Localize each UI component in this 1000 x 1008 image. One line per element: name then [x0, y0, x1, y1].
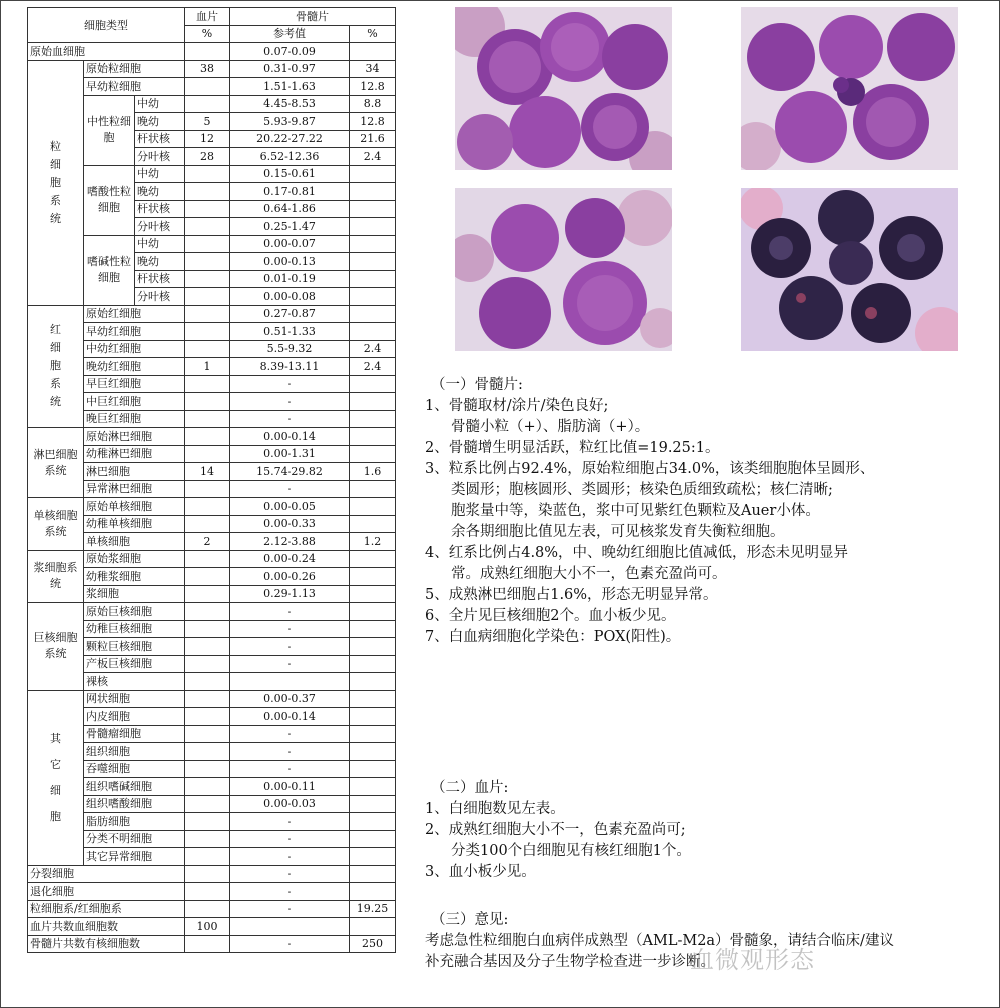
row-label: 中幼 [135, 165, 185, 183]
table-row [28, 375, 396, 393]
header-marrow-pct: % [350, 25, 396, 43]
row-label: 杆状核 [135, 130, 185, 148]
blood-value [185, 43, 230, 61]
marrow-value: 2.4 [350, 148, 396, 166]
note-line: 2、骨髓增生明显活跃，粒红比值=19.25:1。 [425, 440, 720, 456]
table-row [28, 778, 396, 796]
marrow-value [350, 43, 396, 61]
table-row [28, 463, 396, 481]
row-label: 早幼红细胞 [84, 323, 185, 341]
table-row [28, 323, 396, 341]
header-marrow: 骨髓片 [230, 8, 396, 26]
ref-value: 0.25-1.47 [230, 218, 350, 236]
note-line: 3、血小板少见。 [425, 864, 536, 880]
note-line: 4、红系比例占4.8%，中、晚幼红细胞比值减低，形态未见明显异 [425, 545, 849, 561]
ref-value: 8.39-13.11 [230, 358, 350, 376]
row-label: 骨髓瘤细胞 [84, 725, 185, 743]
marrow-value: 250 [350, 935, 396, 953]
ref-value: - [230, 620, 350, 638]
marrow-value: 1.6 [350, 463, 396, 481]
ref-value: 5.5-9.32 [230, 340, 350, 358]
ref-value: - [230, 603, 350, 621]
group-label-eosinophil: 嗜酸性粒细胞 [84, 165, 135, 235]
cell-count-table [27, 7, 396, 953]
row-label: 幼稚淋巴细胞 [84, 445, 185, 463]
blood-value: 12 [185, 130, 230, 148]
table-row [28, 708, 396, 726]
marrow-value: 2.4 [350, 340, 396, 358]
note-line: 考虑急性粒细胞白血病伴成熟型（AML-M2a）骨髓象，请结合临床/建议 [425, 933, 894, 949]
table-row [28, 725, 396, 743]
row-label: 幼稚单核细胞 [84, 515, 185, 533]
table-row [28, 498, 396, 516]
table-row [28, 603, 396, 621]
marrow-notes [425, 375, 874, 648]
blood-value: 28 [185, 148, 230, 166]
row-label: 脂肪细胞 [84, 813, 185, 831]
table-row [28, 918, 396, 936]
table-row [28, 620, 396, 638]
row-label: 异常淋巴细胞 [84, 480, 185, 498]
table-row [28, 585, 396, 603]
row-label: 内皮细胞 [84, 708, 185, 726]
row-label: 产板巨核细胞 [84, 655, 185, 673]
micrograph-1 [455, 7, 672, 170]
blood-value: 5 [185, 113, 230, 131]
row-label: 幼稚浆细胞 [84, 568, 185, 586]
row-label: 分叶核 [135, 218, 185, 236]
system-label-megakaryocyte: 巨核细胞系统 [28, 603, 84, 691]
row-label: 组织嗜碱细胞 [84, 778, 185, 796]
ref-value: 0.00-0.07 [230, 235, 350, 253]
table-row [28, 165, 396, 183]
ref-value: 15.74-29.82 [230, 463, 350, 481]
ref-value: 0.64-1.86 [230, 200, 350, 218]
ref-value: 0.00-0.26 [230, 568, 350, 586]
ref-value: 20.22-27.22 [230, 130, 350, 148]
ref-value: 0.31-0.97 [230, 60, 350, 78]
table-row [28, 515, 396, 533]
header-cell-type: 细胞类型 [28, 8, 185, 43]
ref-value: 0.01-0.19 [230, 270, 350, 288]
row-label: 原始单核细胞 [84, 498, 185, 516]
table-row [28, 743, 396, 761]
ref-value: 0.51-1.33 [230, 323, 350, 341]
table-row [28, 428, 396, 446]
ref-value: 0.17-0.81 [230, 183, 350, 201]
ref-value: 4.45-8.53 [230, 95, 350, 113]
ref-value: 0.00-0.14 [230, 428, 350, 446]
micrograph-4-pox [741, 188, 958, 351]
table-row [28, 673, 396, 691]
table-row [28, 935, 396, 953]
table-row [28, 393, 396, 411]
table-row [28, 95, 396, 113]
row-label: 组织嗜酸细胞 [84, 795, 185, 813]
marrow-value: 8.8 [350, 95, 396, 113]
header-blood: 血片 [185, 8, 230, 26]
row-label: 分叶核 [135, 288, 185, 306]
row-label: 杆状核 [135, 270, 185, 288]
group-label-basophil: 嗜碱性粒细胞 [84, 235, 135, 305]
row-label: 原始血细胞 [28, 43, 185, 61]
ref-value: 0.00-0.33 [230, 515, 350, 533]
system-label-lymphocyte: 淋巴细胞系统 [28, 428, 84, 498]
note-line: 7、白血病细胞化学染色：POX(阳性)。 [425, 629, 681, 645]
note-line: 余各期细胞比值见左表，可见核浆发育失衡粒细胞。 [451, 524, 785, 540]
marrow-value: 21.6 [350, 130, 396, 148]
system-label-monocyte: 单核细胞系统 [28, 498, 84, 551]
ref-value: 0.00-0.24 [230, 550, 350, 568]
ref-value: 0.00-0.08 [230, 288, 350, 306]
row-label: 晚幼 [135, 183, 185, 201]
row-label: 原始粒细胞 [84, 60, 185, 78]
table-row [28, 78, 396, 96]
marrow-value: 2.4 [350, 358, 396, 376]
ref-value: 0.00-0.11 [230, 778, 350, 796]
row-label: 中巨红细胞 [84, 393, 185, 411]
row-label: 原始巨核细胞 [84, 603, 185, 621]
row-label: 其它异常细胞 [84, 848, 185, 866]
note-line: 补充融合基因及分子生物学检查进一步诊断。 [425, 954, 715, 970]
row-label: 原始浆细胞 [84, 550, 185, 568]
note-line: 胞浆量中等，染蓝色，浆中可见紫红色颗粒及Auer小体。 [451, 503, 820, 519]
table-row [28, 795, 396, 813]
ref-value: - [230, 883, 350, 901]
row-label: 淋巴细胞 [84, 463, 185, 481]
table-row [28, 340, 396, 358]
row-label: 颗粒巨核细胞 [84, 638, 185, 656]
marrow-value: 12.8 [350, 113, 396, 131]
table-row [28, 43, 396, 61]
note-line: 骨髓小粒（+）、脂肪滴（+）。 [451, 419, 650, 435]
row-label: 晚巨红细胞 [84, 410, 185, 428]
ref-value: - [230, 830, 350, 848]
ref-value: 0.29-1.13 [230, 585, 350, 603]
table-row [28, 865, 396, 883]
ref-value: - [230, 935, 350, 953]
table-row [28, 568, 396, 586]
row-label: 晚幼 [135, 113, 185, 131]
note-line: 分类100个白细胞见有核红细胞1个。 [451, 843, 691, 859]
row-label: 中幼红细胞 [84, 340, 185, 358]
ref-value: 1.51-1.63 [230, 78, 350, 96]
ref-value: 2.12-3.88 [230, 533, 350, 551]
ref-value: - [230, 760, 350, 778]
ref-value: 0.00-0.14 [230, 708, 350, 726]
row-label: 网状细胞 [84, 690, 185, 708]
ref-value: - [230, 865, 350, 883]
table-row [28, 60, 396, 78]
table-row [28, 358, 396, 376]
row-label: 浆细胞 [84, 585, 185, 603]
row-label: 分裂细胞 [28, 865, 185, 883]
ref-value: 5.93-9.87 [230, 113, 350, 131]
blood-value: 100 [185, 918, 230, 936]
system-label-other: 其它细胞 [28, 690, 84, 865]
ref-value: - [230, 813, 350, 831]
ref-value: 0.27-0.87 [230, 305, 350, 323]
group-label-neutrophil: 中性粒细胞 [84, 95, 135, 165]
marrow-value: 34 [350, 60, 396, 78]
ref-value: - [230, 725, 350, 743]
table-row [28, 900, 396, 918]
row-label: 分类不明细胞 [84, 830, 185, 848]
ref-value: 0.07-0.09 [230, 43, 350, 61]
ref-value: - [230, 393, 350, 411]
marrow-value: 12.8 [350, 78, 396, 96]
ref-value: - [230, 900, 350, 918]
ref-value: - [230, 638, 350, 656]
ref-value: - [230, 375, 350, 393]
note-line: 类圆形；胞核圆形、类圆形；核染色质细致疏松；核仁清晰; [451, 482, 833, 498]
ref-value: - [230, 743, 350, 761]
blood-value: 1 [185, 358, 230, 376]
marrow-value: 19.25 [350, 900, 396, 918]
micrograph-3 [455, 188, 672, 351]
row-label: 单核细胞 [84, 533, 185, 551]
table-row [28, 305, 396, 323]
table-row [28, 550, 396, 568]
note-line: 2、成熟红细胞大小不一，色素充盈尚可; [425, 822, 686, 838]
ref-value: 0.00-0.13 [230, 253, 350, 271]
ref-value: 0.00-0.37 [230, 690, 350, 708]
row-label: 中幼 [135, 95, 185, 113]
row-label: 分叶核 [135, 148, 185, 166]
blood-value: 14 [185, 463, 230, 481]
row-label: 原始红细胞 [84, 305, 185, 323]
table-row [28, 235, 396, 253]
note-line: 3、粒系比例占92.4%，原始粒细胞占34.0%，该类细胞胞体呈圆形、 [425, 461, 875, 477]
row-label: 原始淋巴细胞 [84, 428, 185, 446]
note-line: 1、骨髓取材/涂片/染色良好; [425, 398, 609, 414]
header-ref: 参考值 [230, 25, 350, 43]
row-label: 裸核 [84, 673, 185, 691]
table-row [28, 480, 396, 498]
table-row [28, 638, 396, 656]
row-label: 早巨红细胞 [84, 375, 185, 393]
ref-value: - [230, 410, 350, 428]
table-row [28, 445, 396, 463]
ref-value: - [230, 848, 350, 866]
table-row [28, 655, 396, 673]
system-label-plasma: 浆细胞系统 [28, 550, 84, 603]
table-row [28, 830, 396, 848]
note-line: 6、全片见巨核细胞2个。血小板少见。 [425, 608, 676, 624]
table-row [28, 760, 396, 778]
ref-value: 6.52-12.36 [230, 148, 350, 166]
opinion-notes [425, 910, 894, 973]
row-label: 晚幼红细胞 [84, 358, 185, 376]
row-label: 吞噬细胞 [84, 760, 185, 778]
table-row [28, 883, 396, 901]
ref-value: - [230, 480, 350, 498]
row-label: 中幼 [135, 235, 185, 253]
marrow-value: 1.2 [350, 533, 396, 551]
row-label: 幼稚巨核细胞 [84, 620, 185, 638]
row-label: 退化细胞 [28, 883, 185, 901]
ref-value: 0.15-0.61 [230, 165, 350, 183]
system-label-erythroid: 红细胞系统 [28, 305, 84, 428]
row-label: 晚幼 [135, 253, 185, 271]
table-row [28, 848, 396, 866]
ref-value: 0.00-0.05 [230, 498, 350, 516]
note-line: 1、白细胞数见左表。 [425, 801, 565, 817]
opinion-heading: （三）意见: [431, 912, 509, 928]
row-label: 组织细胞 [84, 743, 185, 761]
ref-value: - [230, 655, 350, 673]
blood-value: 2 [185, 533, 230, 551]
watermark: 血微观形态 [690, 946, 815, 974]
note-line: 5、成熟淋巴细胞占1.6%，形态无明显异常。 [425, 587, 718, 603]
blood-value: 38 [185, 60, 230, 78]
micrograph-2 [741, 7, 958, 170]
header-blood-pct: % [185, 25, 230, 43]
blood-notes [425, 778, 691, 883]
note-line: 常。成熟红细胞大小不一，色素充盈尚可。 [451, 566, 727, 582]
header-row-1 [28, 8, 396, 26]
row-label: 杆状核 [135, 200, 185, 218]
table-row [28, 813, 396, 831]
blood-heading: （二）血片: [431, 780, 509, 796]
row-label: 粒细胞系/红细胞系 [28, 900, 185, 918]
table-row [28, 410, 396, 428]
table-row [28, 533, 396, 551]
ref-value: 0.00-0.03 [230, 795, 350, 813]
row-label: 血片共数血细胞数 [28, 918, 185, 936]
marrow-heading: （一）骨髓片: [431, 377, 523, 393]
row-label: 骨髓片共数有核细胞数 [28, 935, 185, 953]
ref-value: 0.00-1.31 [230, 445, 350, 463]
table-row [28, 690, 396, 708]
system-label-granulocyte: 粒细胞系统 [28, 60, 84, 305]
row-label: 早幼粒细胞 [84, 78, 185, 96]
